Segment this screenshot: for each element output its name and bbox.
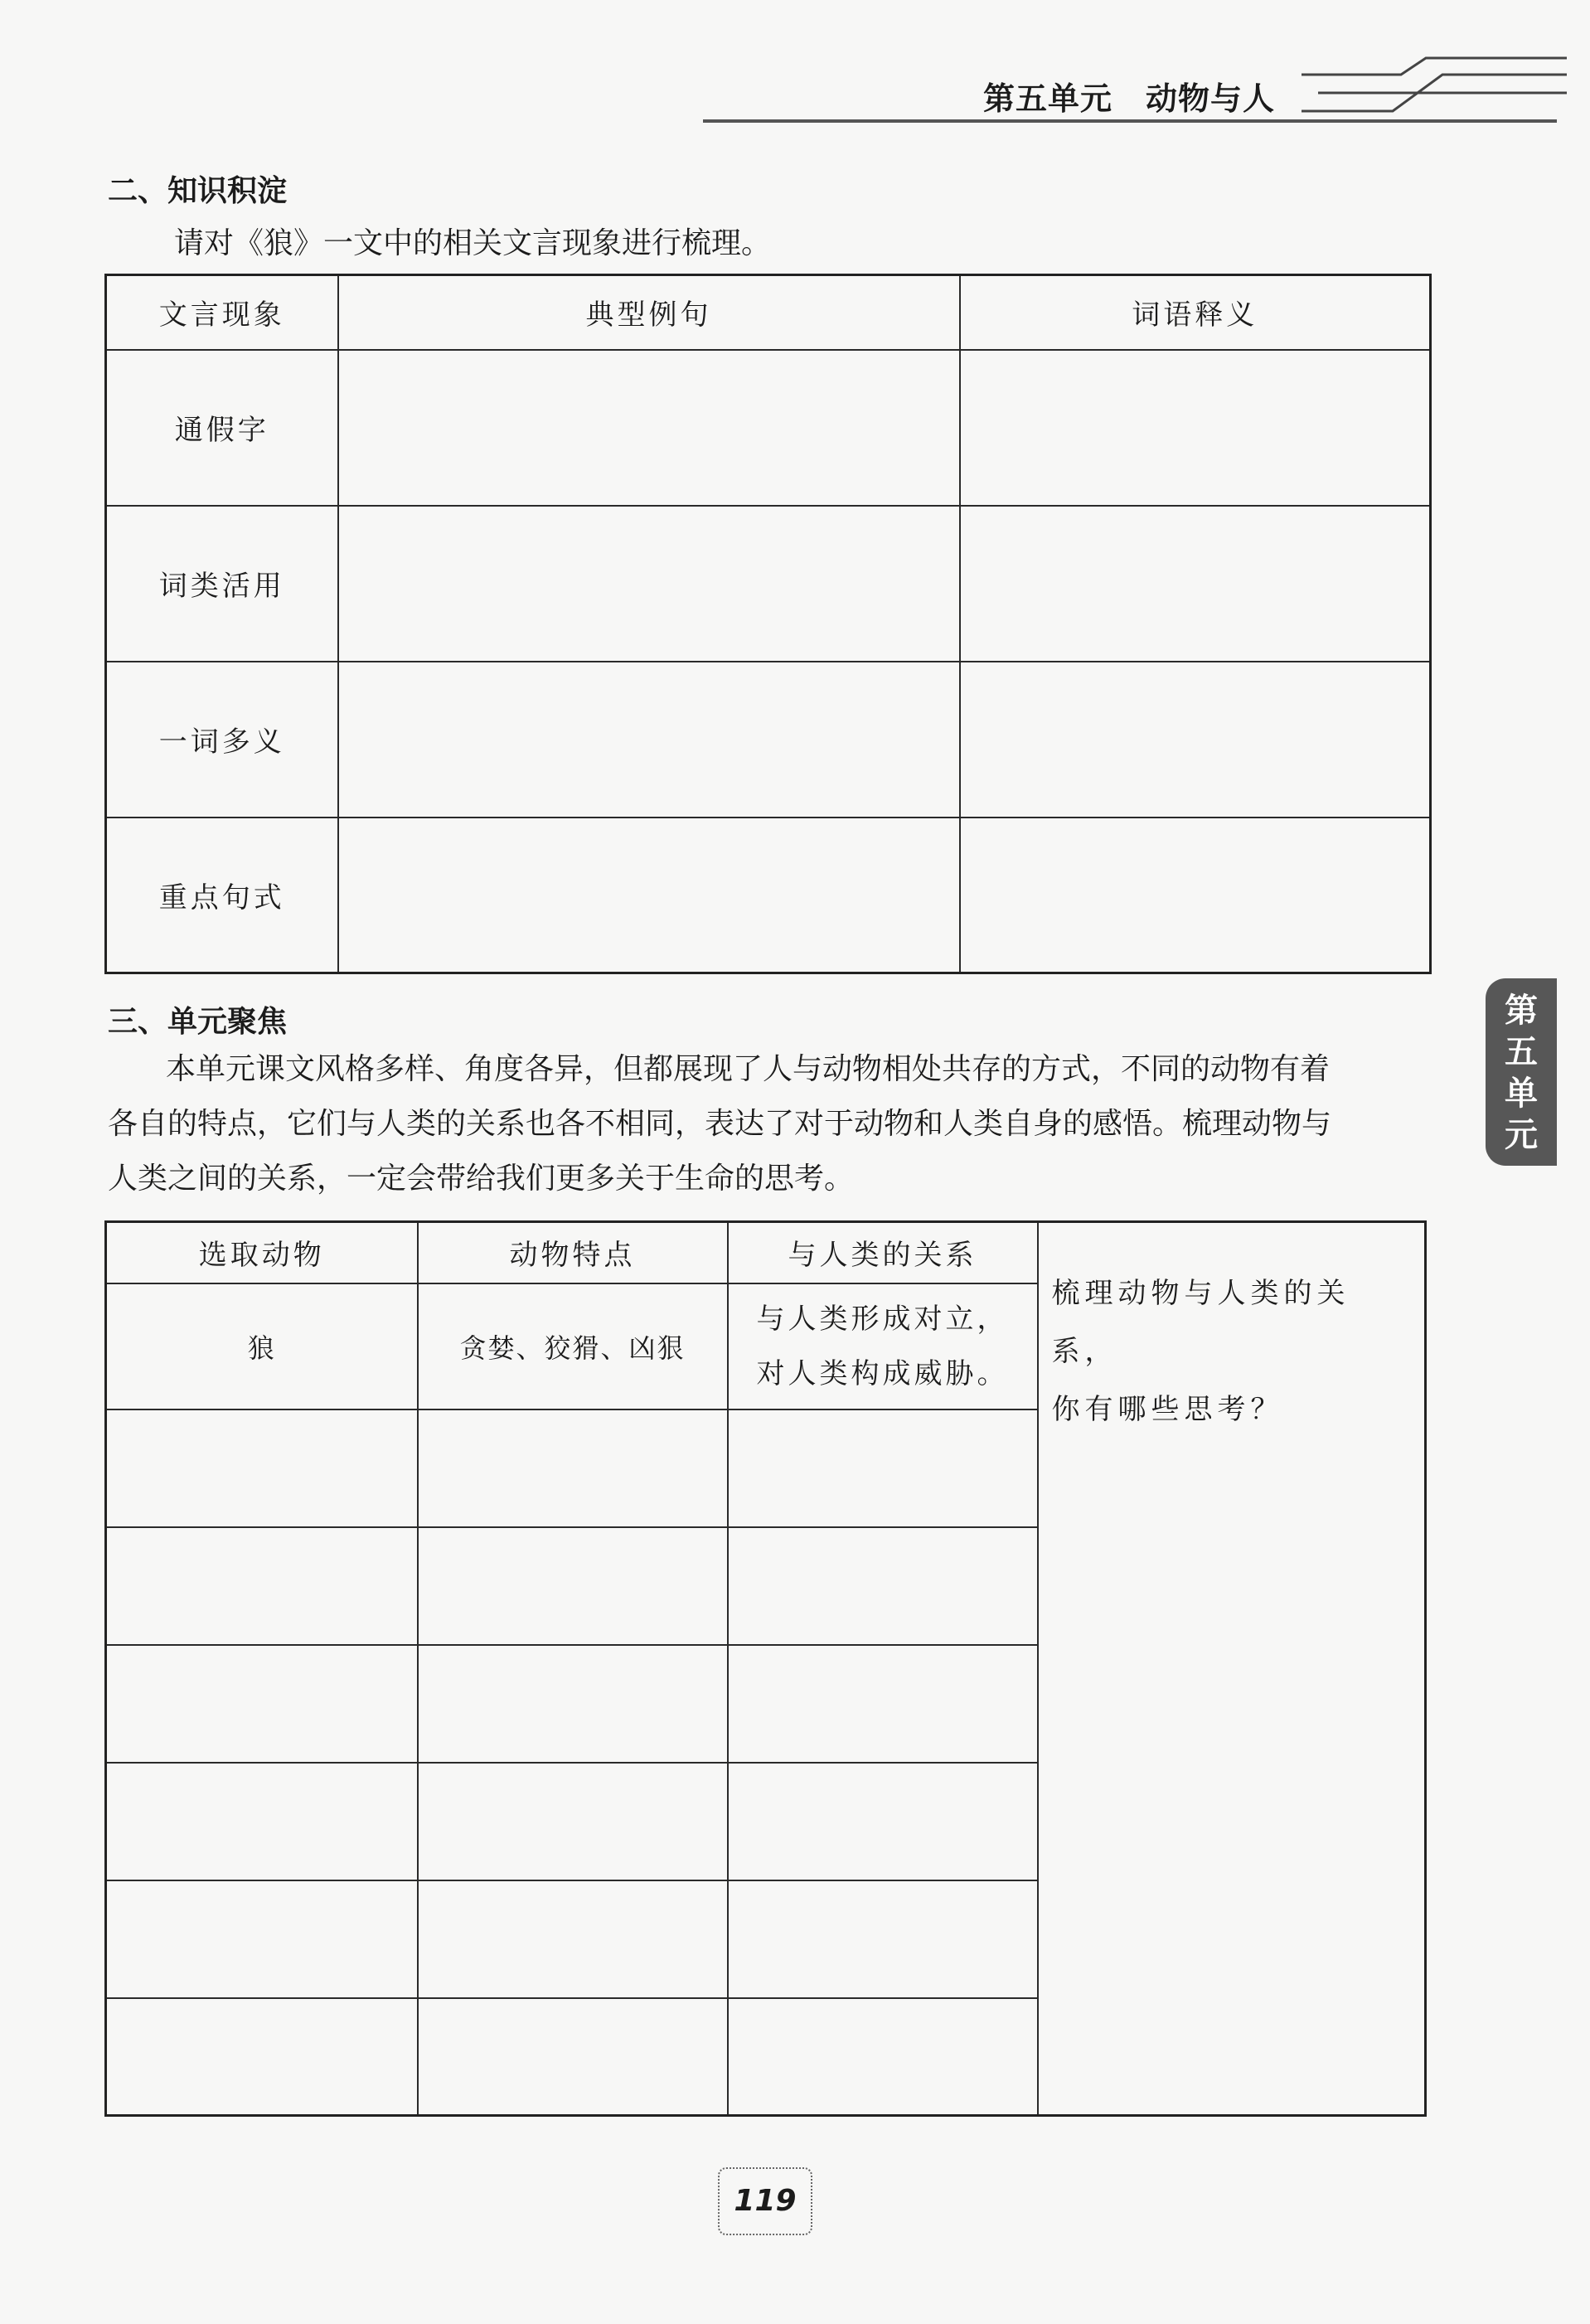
traits-cell[interactable] <box>418 1763 728 1880</box>
reflection-prompt-line-2: 你有哪些思考？ <box>1051 1393 1284 1426</box>
relation-cell[interactable] <box>728 1998 1038 2116</box>
table-header-row <box>106 275 1431 350</box>
relation-cell[interactable] <box>728 1409 1038 1527</box>
example-animal: 狼 <box>106 1283 418 1409</box>
table-row <box>106 662 1431 818</box>
section-3-paragraph-line-1: 本单元课文风格多样、角度各异，但都展现了人与动物相处共存的方式，不同的动物有着 <box>166 1052 1331 1086</box>
header-phenomenon: 文言现象 <box>106 275 338 350</box>
row-label: 词类活用 <box>106 506 338 662</box>
meaning-cell[interactable] <box>960 662 1431 818</box>
header-decoration <box>1302 50 1567 124</box>
example-cell[interactable] <box>338 662 960 818</box>
example-cell[interactable] <box>338 350 960 506</box>
unit-label: 第五单元 <box>983 80 1113 117</box>
reflection-prompt-line-1: 梳理动物与人类的关系， <box>1051 1277 1350 1368</box>
reflection-cell[interactable] <box>1038 1222 1426 2116</box>
row-label: 通假字 <box>106 350 338 506</box>
header-relation: 与人类的关系 <box>728 1222 1038 1283</box>
animal-relation-table <box>104 1220 1427 2117</box>
row-label: 重点句式 <box>106 818 338 973</box>
traits-cell[interactable] <box>418 1527 728 1645</box>
animal-cell[interactable] <box>106 1763 418 1880</box>
traits-cell[interactable] <box>418 1998 728 2116</box>
animal-cell[interactable] <box>106 1880 418 1998</box>
meaning-cell[interactable] <box>960 818 1431 973</box>
section-3-paragraph-line-2: 各自的特点，它们与人类的关系也各不相同，表达了对于动物和人类自身的感悟。梳理动物与 <box>108 1107 1332 1141</box>
traits-cell[interactable] <box>418 1645 728 1763</box>
row-label: 一词多义 <box>106 662 338 818</box>
section-3-paragraph-line-3: 人类之间的关系，一定会带给我们更多关于生命的思考。 <box>108 1162 855 1196</box>
relation-cell[interactable] <box>728 1763 1038 1880</box>
traits-cell[interactable] <box>418 1409 728 1527</box>
side-tab-char: 第 <box>1505 992 1538 1030</box>
header-title <box>983 73 1315 119</box>
header-animal: 选取动物 <box>106 1222 418 1283</box>
unit-topic: 动物与人 <box>1146 80 1276 117</box>
meaning-cell[interactable] <box>960 350 1431 506</box>
section-2-title: 二、知识积淀 <box>108 174 288 208</box>
relation-cell[interactable] <box>728 1645 1038 1763</box>
animal-cell[interactable] <box>106 1645 418 1763</box>
example-relation-line-2: 对人类构成威胁。 <box>756 1356 1009 1390</box>
page-number: 119 <box>718 2167 812 2235</box>
traits-cell[interactable] <box>418 1880 728 1998</box>
table-row <box>106 818 1431 973</box>
table-row <box>106 350 1431 506</box>
meaning-cell[interactable] <box>960 506 1431 662</box>
example-relation-line-1: 与人类形成对立， <box>756 1302 1009 1336</box>
header-meaning: 词语释义 <box>960 275 1431 350</box>
example-relation <box>728 1283 1038 1409</box>
side-tab-char: 元 <box>1505 1116 1538 1154</box>
relation-cell[interactable] <box>728 1527 1038 1645</box>
example-traits: 贪婪、狡猾、凶狠 <box>418 1283 728 1409</box>
unit-side-tab <box>1486 978 1557 1166</box>
wenyan-table <box>104 274 1432 974</box>
section-2-instruction: 请对《狼》一文中的相关文言现象进行梳理。 <box>174 226 772 260</box>
example-cell[interactable] <box>338 506 960 662</box>
side-tab-char: 单 <box>1505 1075 1538 1113</box>
side-tab-char: 五 <box>1505 1033 1538 1071</box>
animal-cell[interactable] <box>106 1409 418 1527</box>
relation-cell[interactable] <box>728 1880 1038 1998</box>
example-cell[interactable] <box>338 818 960 973</box>
animal-cell[interactable] <box>106 1998 418 2116</box>
header-traits: 动物特点 <box>418 1222 728 1283</box>
header-example: 典型例句 <box>338 275 960 350</box>
table-row <box>106 506 1431 662</box>
table-header-row <box>106 1222 1426 1283</box>
animal-cell[interactable] <box>106 1527 418 1645</box>
section-3-title: 三、单元聚焦 <box>108 1005 288 1039</box>
